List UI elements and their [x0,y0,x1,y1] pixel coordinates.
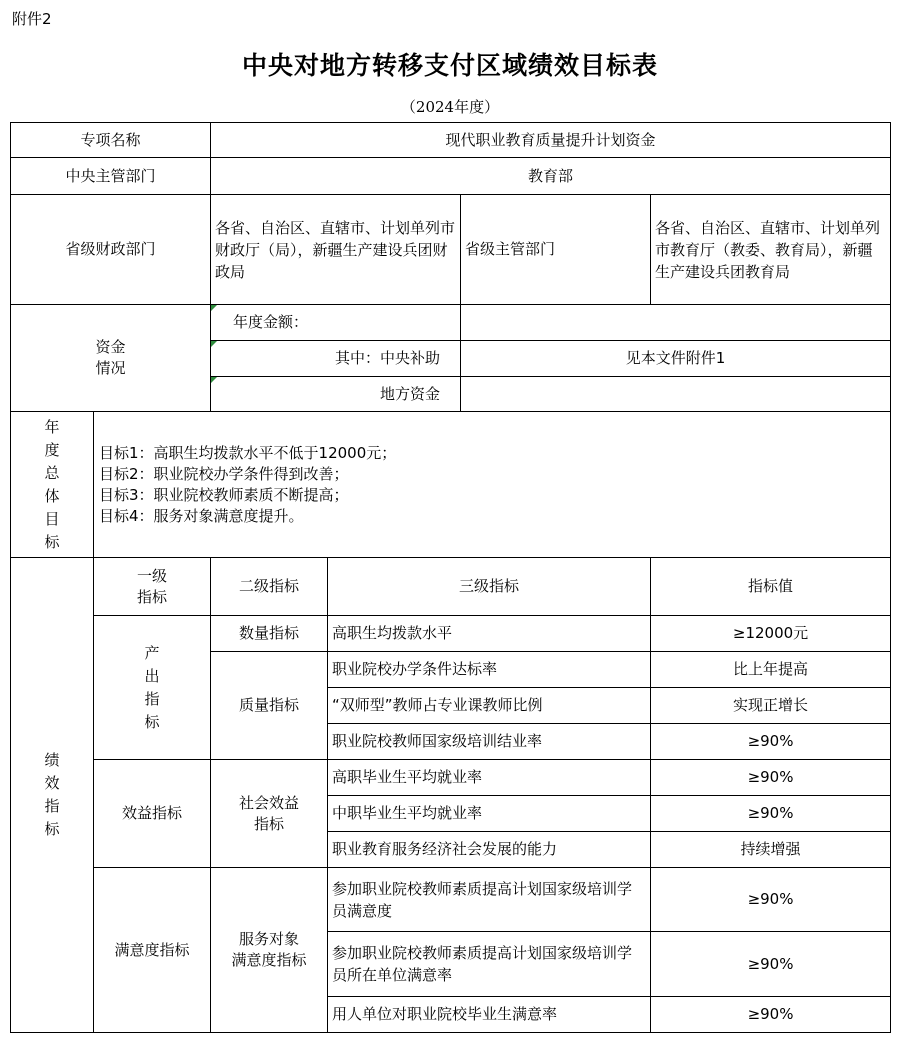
output-label-char: 标 [144,712,160,731]
goal-item: 目标4：服务对象满意度提升。 [99,506,304,525]
goal-item: 目标1：高职生均拨款水平不低于12000元； [99,443,397,462]
indicator-name: “双师型”教师占专业课教师比例 [328,688,651,724]
funds-label-line2: 情况 [95,359,126,377]
indicator-value: ≥90% [651,932,891,997]
indicator-row [11,760,891,796]
indicator-value: 持续增强 [651,832,891,868]
project-row [11,123,891,158]
goals-label-char: 年 [44,417,60,436]
local-funds-label: 地方资金 [211,377,461,412]
indicator-value: ≥12000元 [651,616,891,652]
indicators-label-char: 绩 [44,751,60,769]
funds-label [11,305,211,412]
indicators-header-row [11,558,891,616]
prov-dept-value: 各省、自治区、直辖市、计划单列市教育厅（教委、教育局），新疆生产建设兵团教育局 [651,195,891,305]
funds-label-line1: 资金 [95,338,126,356]
indicators-label-char: 指 [44,797,60,815]
output-label-char: 出 [144,666,160,685]
service-satisfaction-label [211,868,328,1033]
indicator-value: 比上年提高 [651,652,891,688]
central-dept-value: 教育部 [211,158,891,195]
goals-content [94,412,891,558]
indicator-value: ≥90% [651,868,891,932]
header-level1 [94,558,211,616]
satisfaction-indicator-label: 满意度指标 [94,868,211,1033]
benefit-indicator-label: 效益指标 [94,760,211,868]
project-value: 现代职业教育质量提升计划资金 [211,123,891,158]
document-title: 中央对地方转移支付区域绩效目标表 [241,51,658,80]
indicator-name: 职业教育服务经济社会发展的能力 [328,832,651,868]
goals-label-char: 总 [44,463,60,482]
indicator-row [11,616,891,652]
indicator-value: ≥90% [651,997,891,1033]
year-label: （2024年度） [400,98,500,116]
quantity-indicator-label: 数量指标 [211,616,328,652]
provincial-row [11,195,891,305]
service-satisfaction-line2: 满意度指标 [231,951,307,969]
indicators-label-char: 标 [44,820,60,838]
goals-label-char: 标 [44,532,60,551]
prov-finance-value: 各省、自治区、直辖市、计划单列市财政厅（局），新疆生产建设兵团财政局 [211,195,461,305]
indicators-label-char: 效 [44,774,60,792]
output-indicator-label [94,616,211,760]
prov-dept-label: 省级主管部门 [461,195,651,305]
indicator-name: 参加职业院校教师素质提高计划国家级培训学员所在单位满意率 [328,932,651,997]
indicator-row [11,868,891,932]
performance-target-table [10,122,891,1033]
indicator-name: 参加职业院校教师素质提高计划国家级培训学员满意度 [328,868,651,932]
service-satisfaction-line1: 服务对象 [239,930,300,948]
central-subsidy-label: 其中：中央补助 [211,341,461,377]
indicators-label [11,558,94,1033]
goals-label-char: 目 [44,509,60,528]
goal-item: 目标3：职业院校教师素质不断提高； [99,485,349,504]
header-level2: 二级指标 [211,558,328,616]
goals-label-char: 度 [44,440,60,459]
social-benefit-line2: 指标 [254,814,285,833]
goals-label-char: 体 [44,486,60,505]
indicator-name: 中职毕业生平均就业率 [328,796,651,832]
central-dept-row [11,158,891,195]
indicator-name: 高职生均拨款水平 [328,616,651,652]
indicator-name: 高职毕业生平均就业率 [328,760,651,796]
indicator-value: ≥90% [651,760,891,796]
indicator-name: 用人单位对职业院校毕业生满意率 [328,997,651,1033]
social-benefit-label [211,760,328,868]
indicator-name: 职业院校办学条件达标率 [328,652,651,688]
annual-amount-label: 年度金额： [211,305,461,341]
funds-annual-row [11,305,891,341]
header-level3: 三级指标 [328,558,651,616]
central-dept-label: 中央主管部门 [11,158,211,195]
local-funds-value [461,377,891,412]
header-value: 指标值 [651,558,891,616]
goal-item: 目标2：职业院校办学条件得到改善； [99,464,349,483]
header-level1-line1: 一级 [137,566,168,585]
goals-label [11,412,94,558]
social-benefit-line1: 社会效益 [239,793,300,812]
project-label: 专项名称 [11,123,211,158]
indicator-value: ≥90% [651,796,891,832]
output-label-char: 指 [144,689,160,708]
header-level1-line2: 指标 [137,587,168,606]
indicator-name: 职业院校教师国家级培训结业率 [328,724,651,760]
indicator-value: 实现正增长 [651,688,891,724]
output-label-char: 产 [144,643,160,662]
indicator-value: ≥90% [651,724,891,760]
quality-indicator-label: 质量指标 [211,652,328,760]
annual-amount-value [461,305,891,341]
prov-finance-label: 省级财政部门 [11,195,211,305]
attachment-label: 附件2 [12,10,52,28]
central-subsidy-value: 见本文件附件1 [461,341,891,377]
goals-row [11,412,891,558]
